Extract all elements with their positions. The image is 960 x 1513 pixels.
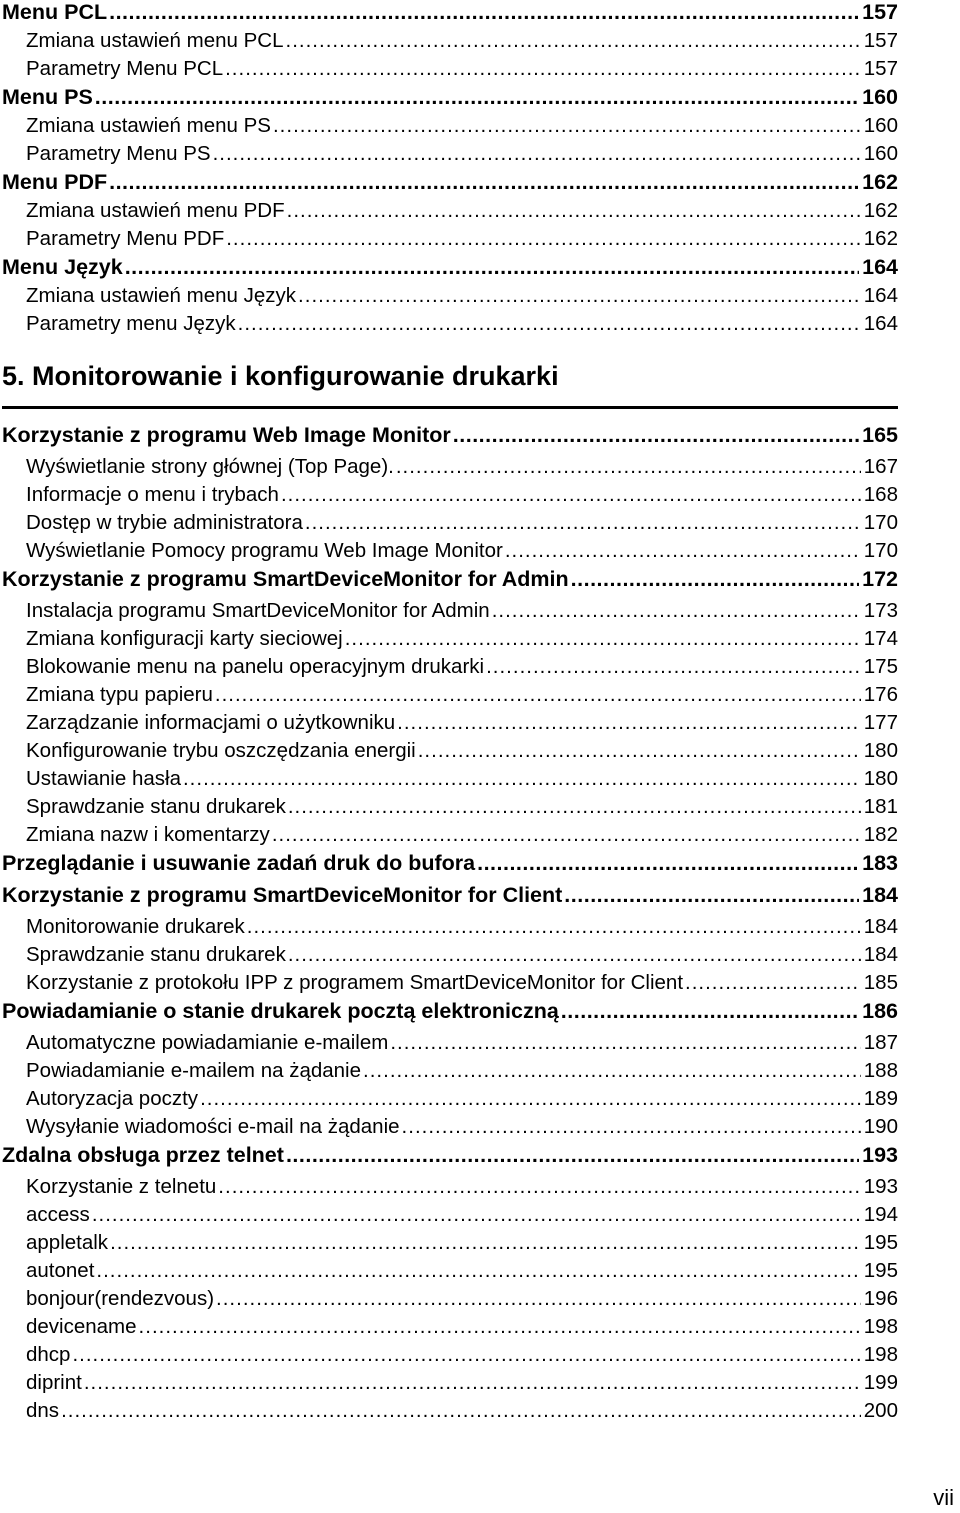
toc-entry-title: Menu PS: [2, 85, 93, 109]
toc-entry-title: Monitorowanie drukarek: [26, 915, 245, 938]
dot-leader: [84, 1371, 861, 1395]
dot-leader: [213, 142, 861, 166]
dot-leader: [363, 1059, 861, 1083]
toc-entry-page: 160: [862, 85, 898, 109]
toc-entry[interactable]: [2, 599, 898, 627]
toc-entry-page: 195: [863, 1259, 898, 1282]
toc-entry-page: 189: [863, 1087, 898, 1110]
toc-entry[interactable]: [2, 1087, 898, 1115]
toc-entry-title: Instalacja programu SmartDeviceMonitor for Admin: [26, 599, 490, 622]
toc-entry-page: 199: [863, 1371, 898, 1394]
toc-entry-page: 188: [863, 1059, 898, 1082]
toc-entry-page: 180: [863, 767, 898, 790]
toc-entry[interactable]: [2, 29, 898, 57]
toc-entry[interactable]: [2, 1031, 898, 1059]
toc-entry[interactable]: [2, 199, 898, 227]
toc-entry-title: Korzystanie z programu Web Image Monitor: [2, 423, 451, 447]
toc-entry-title: Zmiana konfiguracji karty sieciowej: [26, 627, 343, 650]
toc-entry-page: 172: [862, 567, 898, 591]
toc-entry[interactable]: [2, 1287, 898, 1315]
dot-leader: [200, 1087, 861, 1111]
dot-leader: [564, 883, 859, 908]
toc-entry-title: Korzystanie z programu SmartDeviceMonitor for Admin: [2, 567, 569, 591]
toc-entry[interactable]: [2, 284, 898, 312]
dot-leader: [390, 1031, 860, 1055]
toc-entry-page: 196: [863, 1287, 898, 1310]
toc-entry-page: 167: [863, 455, 898, 478]
toc-entry[interactable]: [2, 655, 898, 683]
dot-leader: [247, 915, 861, 939]
toc-entry-title: Parametry menu Język: [26, 312, 236, 335]
dot-leader: [402, 1115, 861, 1139]
dot-leader: [225, 57, 861, 81]
toc-entry[interactable]: [2, 423, 898, 455]
toc-entry[interactable]: [2, 1231, 898, 1259]
toc-entry-title: Korzystanie z telnetu: [26, 1175, 217, 1198]
toc-entry-page: 184: [863, 915, 898, 938]
dot-leader: [486, 655, 861, 679]
toc-entry[interactable]: [2, 1143, 898, 1175]
dot-leader: [125, 255, 859, 280]
toc-entry-title: Zdalna obsługa przez telnet: [2, 1143, 284, 1167]
toc-entry-title: Korzystanie z programu SmartDeviceMonitor for Client: [2, 883, 563, 907]
toc-entry-title: access: [26, 1203, 90, 1226]
toc-entry-title: Zmiana typu papieru: [26, 683, 213, 706]
dot-leader: [226, 227, 861, 251]
toc-entry[interactable]: [2, 255, 898, 284]
dot-leader: [139, 1315, 861, 1339]
dot-leader: [345, 627, 861, 651]
toc-entry[interactable]: [2, 767, 898, 795]
toc-entry-page: 193: [862, 1143, 898, 1167]
toc-entry-title: Zarządzanie informacjami o użytkowniku: [26, 711, 396, 734]
toc-entry[interactable]: [2, 1059, 898, 1087]
toc-entry-page: 182: [863, 823, 898, 846]
toc-entry-page: 193: [863, 1175, 898, 1198]
toc-entry[interactable]: [2, 114, 898, 142]
toc-entry[interactable]: [2, 0, 898, 29]
toc-entry[interactable]: [2, 739, 898, 767]
toc-entry-title: Dostęp w trybie administratora: [26, 511, 303, 534]
toc-entry-page: 164: [862, 255, 898, 279]
dot-leader: [109, 0, 859, 25]
toc-entry-title: Konfigurowanie trybu oszczędzania energii: [26, 739, 416, 762]
dot-leader: [396, 455, 861, 479]
toc-entry[interactable]: [2, 85, 898, 114]
table-of-contents: [2, 0, 898, 1427]
dot-leader: [183, 767, 861, 791]
dot-leader: [92, 1203, 861, 1227]
toc-entry-title: bonjour(rendezvous): [26, 1287, 215, 1310]
toc-entry[interactable]: [2, 711, 898, 739]
toc-entry[interactable]: [2, 1259, 898, 1287]
toc-entry[interactable]: [2, 539, 898, 567]
toc-entry[interactable]: [2, 483, 898, 511]
toc-entry[interactable]: [2, 1343, 898, 1371]
dot-leader: [286, 1143, 859, 1168]
toc-entry-title: dhcp: [26, 1343, 71, 1366]
dot-leader: [288, 943, 861, 967]
dot-leader: [272, 823, 861, 847]
toc-entry[interactable]: [2, 943, 898, 971]
toc-entry-page: 170: [863, 539, 898, 562]
toc-entry[interactable]: [2, 312, 898, 340]
toc-entry-title: Parametry Menu PCL: [26, 57, 224, 80]
toc-entry-page: 175: [863, 655, 898, 678]
toc-entry-page: 164: [863, 284, 898, 307]
toc-entry-title: Menu PCL: [2, 0, 108, 24]
toc-entry-title: Informacje o menu i trybach: [26, 483, 279, 506]
toc-entry[interactable]: [2, 1315, 898, 1343]
dot-leader: [95, 85, 859, 110]
toc-entry-page: 164: [863, 312, 898, 335]
toc-entry-page: 198: [863, 1343, 898, 1366]
dot-leader: [281, 483, 861, 507]
dot-leader: [561, 999, 859, 1024]
toc-entry-page: 168: [863, 483, 898, 506]
dot-leader: [218, 1175, 860, 1199]
dot-leader: [109, 170, 859, 195]
toc-entry-page: 184: [863, 943, 898, 966]
dot-leader: [492, 599, 861, 623]
toc-entry-title: Zmiana ustawień menu PS: [26, 114, 271, 137]
toc-entry-page: 176: [863, 683, 898, 706]
toc-entry-title: Automatyczne powiadamianie e-mailem: [26, 1031, 389, 1054]
dot-leader: [453, 423, 859, 448]
toc-entry-title: Autoryzacja poczty: [26, 1087, 199, 1110]
toc-entry[interactable]: [2, 851, 898, 883]
toc-entry-page: 173: [863, 599, 898, 622]
toc-entry-page: 165: [862, 423, 898, 447]
toc-entry-page: 177: [863, 711, 898, 734]
toc-entry-page: 160: [863, 114, 898, 137]
toc-entry-page: 157: [862, 0, 898, 24]
toc-entry-title: Sprawdzanie stanu drukarek: [26, 943, 286, 966]
toc-entry-title: Ustawianie hasła: [26, 767, 181, 790]
toc-entry[interactable]: [2, 1115, 898, 1143]
dot-leader: [477, 851, 859, 876]
toc-entry[interactable]: [2, 142, 898, 170]
dot-leader: [273, 114, 861, 138]
dot-leader: [216, 1287, 861, 1311]
toc-entry[interactable]: [2, 823, 898, 851]
dot-leader: [298, 284, 861, 308]
toc-entry-title: dns: [26, 1399, 60, 1422]
toc-entry-page: 170: [863, 511, 898, 534]
toc-entry[interactable]: [2, 627, 898, 655]
toc-entry[interactable]: [2, 455, 898, 483]
toc-entry-page: 162: [863, 199, 898, 222]
toc-entry-title: appletalk: [26, 1231, 109, 1254]
toc-entry[interactable]: [2, 227, 898, 255]
toc-entry-title: Zmiana ustawień menu PDF: [26, 199, 285, 222]
toc-entry-page: 186: [862, 999, 898, 1023]
toc-entry[interactable]: [2, 1175, 898, 1203]
dot-leader: [418, 739, 861, 763]
toc-entry-page: 185: [863, 971, 898, 994]
toc-entry[interactable]: [2, 999, 898, 1031]
toc-entry-title: Przeglądanie i usuwanie zadań druk do bufora: [2, 851, 476, 875]
toc-entry-page: 194: [863, 1203, 898, 1226]
toc-entry-page: 157: [863, 29, 898, 52]
toc-entry-title: autonet: [26, 1259, 95, 1282]
toc-section-monitoring: [2, 423, 898, 1427]
toc-entry[interactable]: [2, 1371, 898, 1399]
dot-leader: [288, 795, 861, 819]
dot-leader: [305, 511, 861, 535]
toc-entry-page: 183: [862, 851, 898, 875]
toc-entry-page: 198: [863, 1315, 898, 1338]
toc-entry[interactable]: [2, 1399, 898, 1427]
toc-entry[interactable]: [2, 971, 898, 999]
toc-entry-title: Zmiana ustawień menu PCL: [26, 29, 284, 52]
toc-entry-page: 200: [863, 1399, 898, 1422]
dot-leader: [571, 567, 859, 592]
dot-leader: [397, 711, 861, 735]
dot-leader: [61, 1399, 861, 1423]
toc-entry-page: 181: [863, 795, 898, 818]
toc-entry-page: 195: [863, 1231, 898, 1254]
dot-leader: [238, 312, 861, 336]
toc-entry-title: Menu Język: [2, 255, 123, 279]
chapter-title: 5. Monitorowanie i konfigurowanie drukarki: [2, 360, 559, 391]
toc-entry-title: Korzystanie z protokołu IPP z programem SmartDeviceMonitor for Client: [26, 971, 684, 994]
toc-entry[interactable]: [2, 883, 898, 915]
toc-entry-title: Powiadamianie e-mailem na żądanie: [26, 1059, 362, 1082]
toc-entry-title: Menu PDF: [2, 170, 108, 194]
toc-entry-title: Parametry Menu PS: [26, 142, 211, 165]
dot-leader: [685, 971, 861, 995]
dot-leader: [505, 539, 861, 563]
toc-entry-title: Parametry Menu PDF: [26, 227, 225, 250]
dot-leader: [287, 199, 861, 223]
toc-entry-page: 157: [863, 57, 898, 80]
toc-entry-title: Wyświetlanie strony głównej (Top Page).: [26, 455, 394, 478]
toc-entry-title: Wyświetlanie Pomocy programu Web Image Monitor: [26, 539, 503, 562]
toc-entry-title: diprint: [26, 1371, 82, 1394]
toc-entry-title: Zmiana ustawień menu Język: [26, 284, 297, 307]
toc-entry-page: 162: [862, 170, 898, 194]
toc-entry[interactable]: [2, 795, 898, 823]
toc-entry[interactable]: [2, 1203, 898, 1231]
toc-entry[interactable]: [2, 170, 898, 199]
chapter-heading: [2, 352, 898, 406]
toc-entry-page: 184: [862, 883, 898, 907]
toc-entry-page: 190: [863, 1115, 898, 1138]
toc-entry-page: 180: [863, 739, 898, 762]
dot-leader: [286, 29, 861, 53]
toc-entry[interactable]: [2, 511, 898, 539]
chapter-divider: [2, 406, 898, 409]
dot-leader: [96, 1259, 860, 1283]
dot-leader: [215, 683, 861, 707]
toc-entry-page: 160: [863, 142, 898, 165]
toc-entry-page: 162: [863, 227, 898, 250]
toc-entry[interactable]: [2, 57, 898, 85]
dot-leader: [110, 1231, 861, 1255]
dot-leader: [72, 1343, 860, 1367]
page-number: vii: [933, 1485, 954, 1510]
toc-entry-page: 174: [863, 627, 898, 650]
toc-entry-title: Sprawdzanie stanu drukarek: [26, 795, 286, 818]
toc-entry-page: 187: [863, 1031, 898, 1054]
toc-entry[interactable]: [2, 915, 898, 943]
toc-entry-title: devicename: [26, 1315, 137, 1338]
toc-section-menus: [2, 0, 898, 340]
toc-entry-title: Powiadamianie o stanie drukarek pocztą elektroniczną: [2, 999, 559, 1023]
toc-entry-title: Blokowanie menu na panelu operacyjnym drukarki: [26, 655, 485, 678]
toc-entry[interactable]: [2, 567, 898, 599]
toc-entry[interactable]: [2, 683, 898, 711]
toc-entry-title: Zmiana nazw i komentarzy: [26, 823, 270, 846]
toc-entry-title: Wysyłanie wiadomości e-mail na żądanie: [26, 1115, 400, 1138]
